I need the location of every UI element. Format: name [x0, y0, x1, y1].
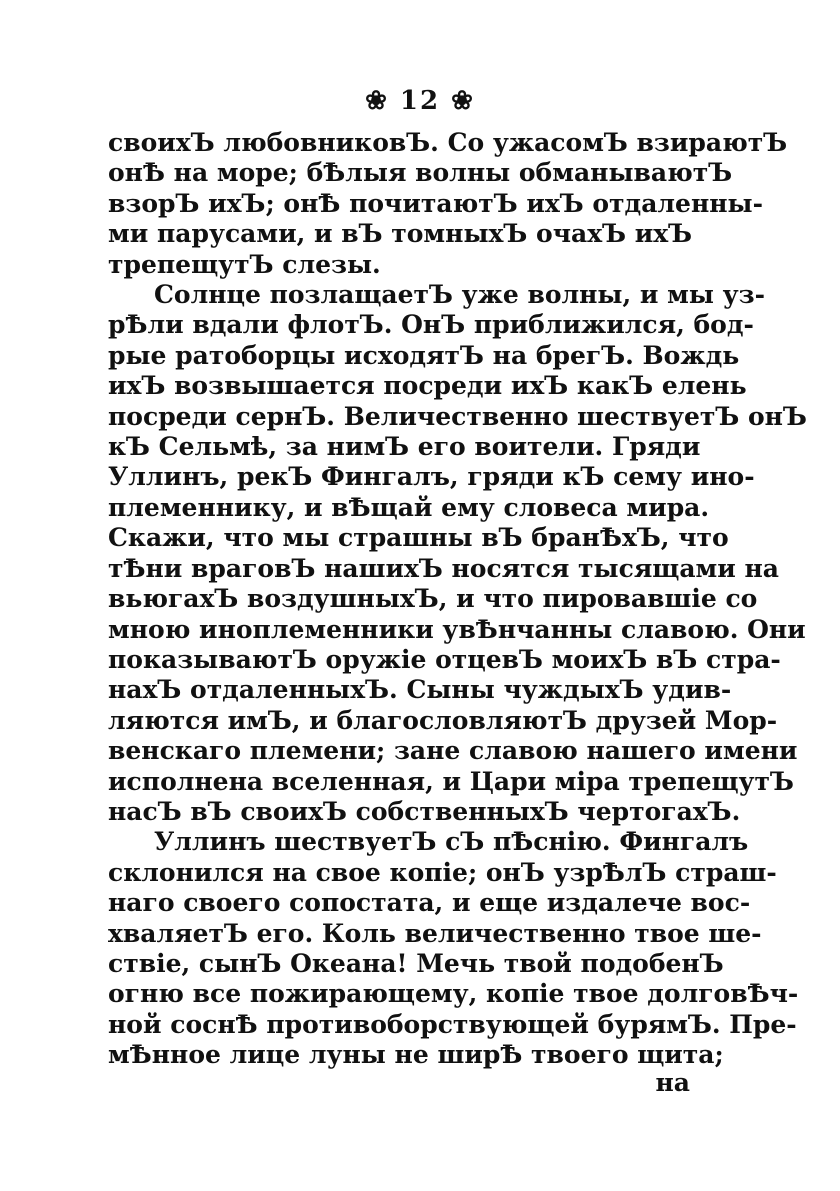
text-line: венскаго племени; зане славою нашего имени — [108, 736, 798, 766]
text-line: насЪ вЪ своихЪ собственныхЪ чертогахЪ. — [108, 796, 741, 826]
text-line: огню все пожирающему, копіе твое долговѢч- — [108, 979, 799, 1009]
paragraph-3 — [108, 827, 799, 1070]
text-line: склонился на свое копіе; онЪ узрѢлЪ страш- — [108, 857, 777, 887]
text-line: рые ратоборцы исходятЪ на брегЪ. Вождь — [108, 340, 740, 370]
text-line: Уллинъ шествуетЪ сЪ пѢснію. Фингалъ — [154, 827, 749, 857]
text-line: рѢли вдали флотЪ. ОнЪ приближился, бод- — [108, 310, 754, 340]
text-line: ми парусами, и вЪ томныхЪ очахЪ ихЪ — [108, 219, 693, 249]
text-line: ствіе, сынЪ Океана! Мечь твой подобенЪ — [108, 948, 724, 978]
text-line: исполнена вселенная, и Цари міра трепещутЪ — [108, 766, 794, 796]
text-line: мѢнное лице луны не ширѢ твоего щита; — [108, 1040, 724, 1070]
text-line: Солнце позлащаетЪ уже волны, и мы уз- — [154, 280, 765, 310]
text-line: вьюгахЪ воздушныхЪ, и что пировавшіе со — [108, 584, 758, 614]
text-line: нахЪ отдаленныхЪ. Сыны чуждыхЪ удив- — [108, 675, 732, 705]
page-number-header: ❀ 12 ❀ — [365, 86, 475, 116]
text-line: своихЪ любовниковЪ. Со ужасомЪ взираютЪ — [108, 128, 788, 157]
text-line: тѢни враговЪ нашихЪ носятся тысящами на — [108, 553, 780, 583]
paragraph-2 — [108, 280, 807, 827]
text-line: мною иноплеменники увѢнчанны славою. Они — [108, 614, 806, 644]
text-line: наго своего сопостата, и еще издалече вос- — [108, 888, 751, 918]
catchword: на — [655, 1068, 690, 1097]
text-line: хваляетЪ его. Коль величественно твое ше- — [108, 918, 762, 948]
body-text — [108, 128, 807, 1071]
text-line: показываютЪ оружіе отцевЪ моихЪ вЪ стра- — [108, 644, 781, 674]
text-line: Уллинъ, рекЪ Фингалъ, гряди кЪ сему ино- — [108, 462, 755, 492]
text-line: трепещутЪ слезы. — [108, 249, 381, 279]
text-line: посреди сернЪ. Величественно шествуетЪ онЪ — [108, 401, 807, 431]
text-line: взорЪ ихЪ; онѢ почитаютЪ ихЪ отдаленны- — [108, 188, 763, 218]
text-line: онѢ на море; бѢлыя волны обманываютЪ — [108, 158, 733, 188]
text-line: Скажи, что мы страшны вЪ бранѢхЪ, что — [108, 523, 729, 553]
text-line: ляются имЪ, и благословляютЪ друзей Мор- — [108, 705, 778, 735]
text-line: ихЪ возвышается посреди ихЪ какЪ елень — [108, 371, 747, 401]
paragraph-1 — [108, 128, 788, 280]
text-line: племеннику, и вѢщай ему словеса мира. — [108, 492, 710, 522]
text-line: кЪ Сельмѣ, за нимЪ его воители. Гряди — [108, 432, 701, 462]
text-line: ной соснѢ противоборствующей бурямЪ. Пре- — [108, 1009, 797, 1039]
